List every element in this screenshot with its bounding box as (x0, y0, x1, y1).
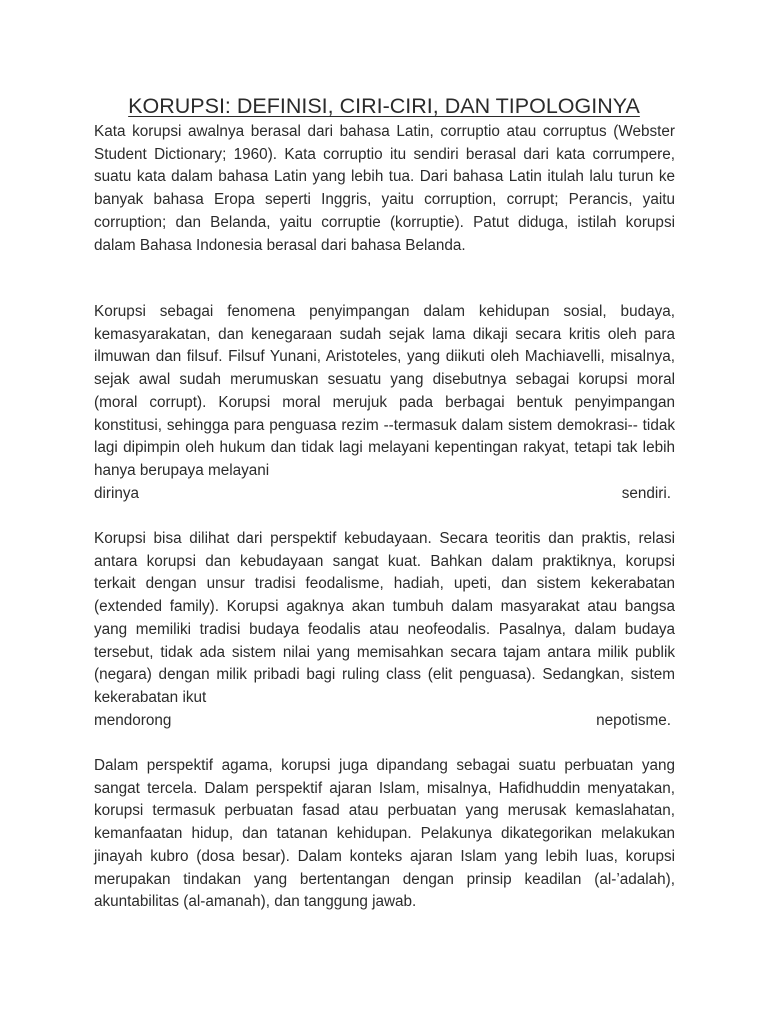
paragraph-cultural-perspective (94, 528, 675, 732)
paragraph-last-line (94, 710, 675, 733)
paragraph-text: Korupsi bisa dilihat dari perspektif kebudayaan. Secara teoritis dan praktis, relasi antara korupsi dan kebudayaan sangat kuat. Bahkan dalam praktiknya, korupsi terkait dengan unsur tradisi feodalisme, hadiah, upeti, dan sistem kekerabatan (extended family). Korupsi agaknya akan tumbuh dalam masyarakat atau bangsa yang memiliki tradisi budaya feodalis atau neofeodalis. Pasalnya, dalam budaya tersebut, tidak ada sistem nilai yang memisahkan secara tajam antara milik publik (negara) dengan milik pribadi bagi ruling class (elit penguasa). Sedangkan, sistem kekerabatan ikut (94, 530, 675, 706)
paragraph-moral-corruption (94, 301, 675, 505)
last-line-left-word: mendorong (94, 711, 172, 729)
document-title: KORUPSI: DEFINISI, CIRI-CIRI, DAN TIPOLOGINYA (128, 94, 640, 118)
paragraph-text: Dalam perspektif agama, korupsi juga dipandang sebagai suatu perbuatan yang sangat tercela. Dalam perspektif ajaran Islam, misalnya, Hafidhuddin menyatakan, korupsi termasuk perbuatan fasad atau perbuatan yang merusak kemaslahatan, kemanfaatan hidup, dan tatanan kehidupan. Pelakunya dikategorikan melakukan jinayah kubro (dosa besar). Dalam konteks ajaran Islam yang lebih luas, korupsi merupakan tindakan yang bertentangan dengan prinsip keadilan (al-’adalah), akuntabilitas (al-amanah), dan tanggung jawab. (94, 757, 675, 911)
paragraph-religious-perspective (94, 755, 675, 914)
last-line-right-word: sendiri. (621, 484, 671, 502)
last-line-right-word: nepotisme. (596, 711, 671, 729)
last-line-left-word: dirinya (94, 484, 140, 502)
paragraph-text: Kata korupsi awalnya berasal dari bahasa Latin, corruptio atau corruptus (Webster Student Dictionary; 1960). Kata corruptio itu sendiri berasal dari kata corrumpere, suatu kata dalam bahasa Latin yang lebih tua. Dari bahasa Latin itulah lalu turun ke banyak bahasa Eropa seperti Inggris, yaitu corruption, corrupt; Perancis, yaitu corruption; dan Belanda, yaitu corruptie (korruptie). Patut diduga, istilah korupsi dalam Bahasa Indonesia berasal dari bahasa Belanda. (94, 123, 675, 254)
paragraph-text: Korupsi sebagai fenomena penyimpangan dalam kehidupan sosial, budaya, kemasyarakatan, dan kenegaraan sudah sejak lama dikaji secara kritis oleh para ilmuwan dan filsuf. Filsuf Yunani, Aristoteles, yang diikuti oleh Machiavelli, misalnya, sejak awal sudah merumuskan sesuatu yang disebutnya sebagai korupsi moral (moral corrupt). Korupsi moral merujuk pada berbagai bentuk penyimpangan konstitusi, sehingga para penguasa rezim --termasuk dalam sistem demokrasi-- tidak lagi dipimpin oleh hukum dan tidak lagi melayani kepentingan rakyat, tetapi tak lebih hanya berupaya melayani (94, 303, 675, 479)
paragraph-last-line (94, 483, 675, 506)
paragraph-etymology (94, 121, 675, 257)
